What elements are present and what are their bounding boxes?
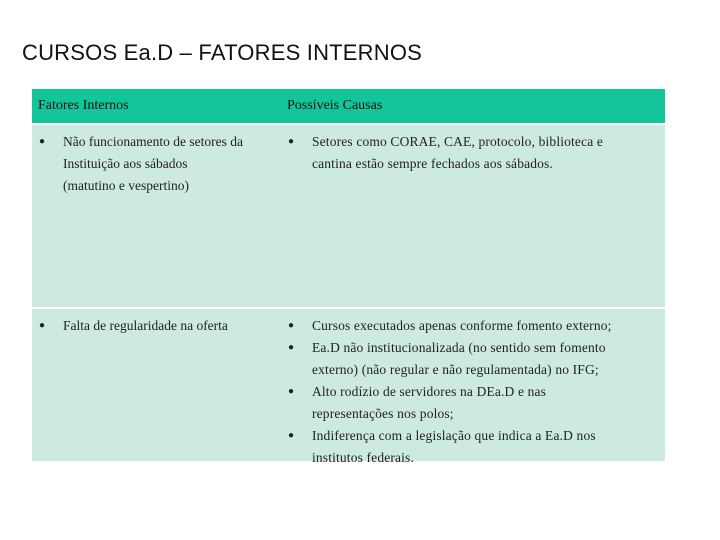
factor-cell [32,125,281,307]
bullet-item [281,315,665,337]
cause-text: Setores como CORAE, CAE, protocolo, biblioteca e cantina estão sempre fechados aos sábados. [312,134,604,171]
header-possiveis-causas: Possíveis Causas [287,98,383,113]
header-fatores-internos: Fatores Internos [38,98,129,113]
bullet-item [281,337,665,381]
bullet-item [281,425,665,469]
factor-text: Falta de regularidade na oferta [63,318,228,333]
causes-cell [281,125,665,307]
table-row [32,125,665,307]
bullet-item [32,315,281,337]
bullet-item [281,131,665,175]
factors-table [32,89,665,465]
table-header [32,89,665,123]
bullet-icon: ● [39,136,46,147]
bullet-item [281,381,665,425]
factor-text: Não funcionamento de setores da Instituição aos sábados (matutino e vespertino) [63,134,243,193]
bullet-icon: ● [288,342,295,353]
slide-title: CURSOS Ea.D – FATORES INTERNOS [22,40,423,65]
bullet-icon: ● [288,136,295,147]
bullet-icon: ● [288,320,295,331]
cause-text: Cursos executados apenas conforme fomento externo; [312,318,612,333]
factor-cell [32,309,281,461]
bullet-icon: ● [288,386,295,397]
cause-text: Ea.D não institucionalizada (no sentido sem fomento externo) (não regular e não regulamentada) no IFG; [312,340,606,377]
table-row [32,309,665,465]
bullet-item [32,131,281,197]
cause-text: Indiferença com a legislação que indica a Ea.D nos institutos federais. [312,428,596,465]
cause-text: Alto rodízio de servidores na DEa.D e nas representações nos polos; [312,384,547,421]
bullet-icon: ● [288,430,295,441]
causes-cell [281,309,665,465]
bullet-icon: ● [39,320,46,331]
